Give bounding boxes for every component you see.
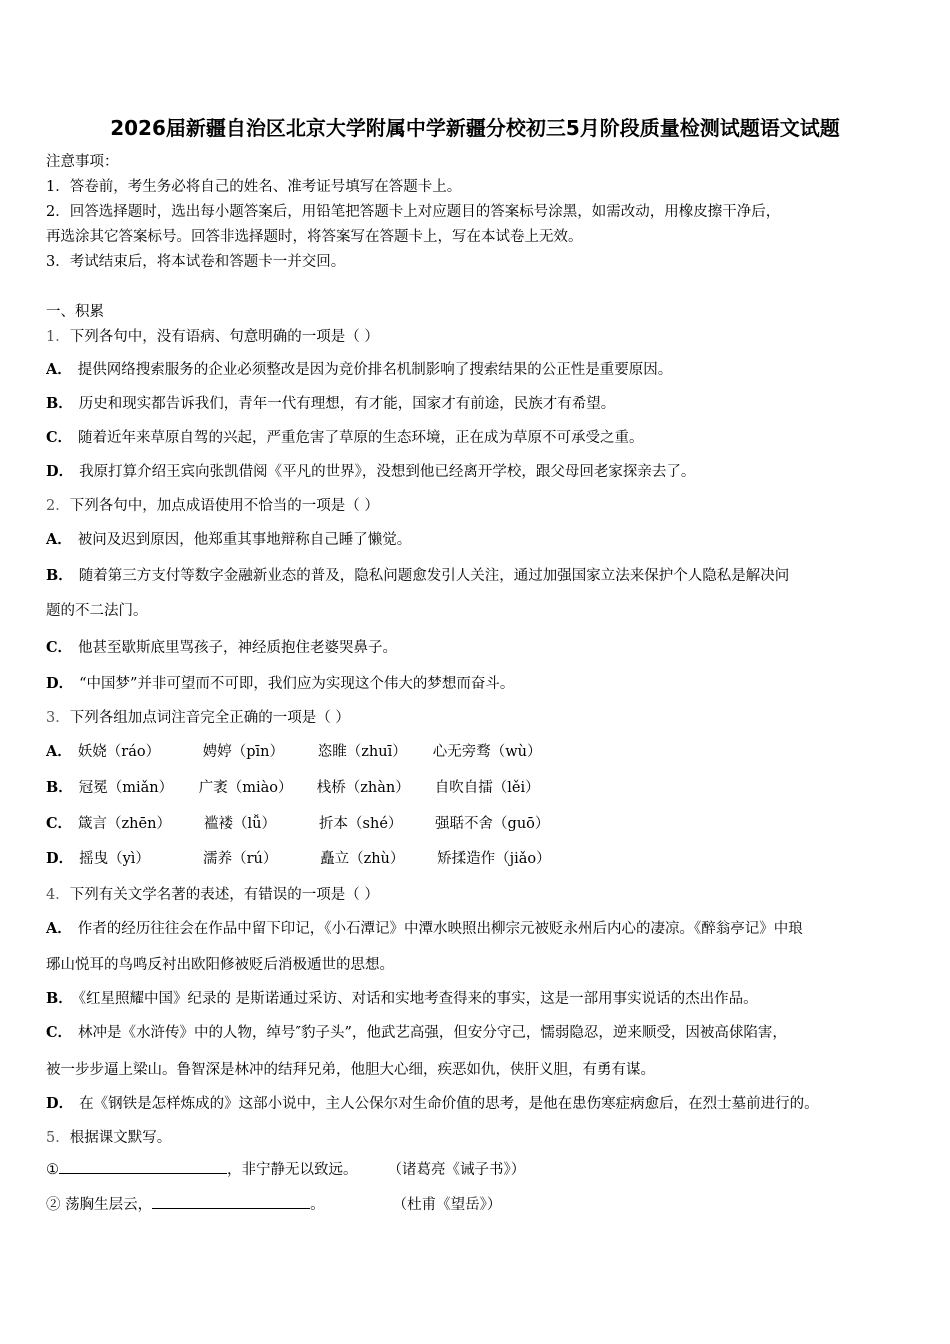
option-text: 他甚至歇斯底里骂孩子，神经质抱住老婆哭鼻子。 bbox=[78, 640, 398, 656]
pinyin-item: 强聒不舍（guō） bbox=[435, 816, 550, 832]
pinyin-item: 褴褛（lǚ） bbox=[204, 816, 277, 832]
line-text: ，非宁静无以致远。 bbox=[227, 1162, 358, 1178]
question-number: 2． bbox=[46, 498, 70, 514]
question-1-stem bbox=[46, 327, 379, 347]
q3-option-d bbox=[46, 849, 551, 869]
line-source: （杜甫《望岳》） bbox=[392, 1197, 502, 1213]
recitation-line-1 bbox=[46, 1160, 525, 1180]
question-4-stem bbox=[46, 885, 379, 905]
q2-option-b bbox=[46, 566, 789, 586]
q1-option-a bbox=[46, 360, 672, 380]
answer-blank[interactable] bbox=[152, 1196, 310, 1209]
pinyin-item: 摇曳（yì） bbox=[79, 851, 150, 867]
option-text: 我原打算介绍王宾向张凯借阅《平凡的世界》，没想到他已经离开学校，跟父母回老家探亲去了。 bbox=[79, 464, 696, 480]
question-number: 4． bbox=[46, 887, 70, 903]
q4-option-b bbox=[46, 989, 758, 1009]
pinyin-item: 折本（shé） bbox=[319, 816, 403, 832]
notice-heading: 注意事项： bbox=[46, 154, 119, 170]
question-number: 1． bbox=[46, 329, 70, 345]
question-text: 根据课文默写。 bbox=[69, 1130, 172, 1146]
line-text: ② 荡胸生层云， bbox=[46, 1197, 153, 1213]
q1-option-d bbox=[46, 462, 695, 482]
pinyin-item: 箴言（zhēn） bbox=[78, 816, 171, 832]
q4-option-a-cont: 琊山悦耳的鸟鸣反衬出欧阳修被贬后消极遁世的思想。 bbox=[46, 957, 394, 973]
notice-item-2: 2．回答选择题时，选出每小题答案后，用铅笔把答题卡上对应题目的答案标号涂黑，如需改动，用橡皮擦干净后， bbox=[46, 204, 781, 220]
option-text: 作者的经历往往会在作品中留下印记，《小石潭记》中潭水映照出柳宗元被贬永州后内心的凄凉。《醉翁亭记》中琅 bbox=[77, 921, 803, 937]
question-text: 下列各句中，没有语病、句意明确的一项是（ ） bbox=[69, 329, 379, 345]
question-2-stem bbox=[46, 496, 379, 516]
option-text: 提供网络搜索服务的企业必须整改是因为竞价排名机制影响了搜索结果的公正性是重要原因。 bbox=[77, 362, 673, 378]
q4-option-a bbox=[46, 919, 803, 939]
pinyin-item: 冠冕（miǎn） bbox=[78, 780, 174, 796]
option-letter: B． bbox=[46, 990, 73, 1007]
pinyin-item: 矫揉造作（jiǎo） bbox=[437, 851, 551, 867]
option-text: 随着第三方支付等数字金融新业态的普及，隐私问题愈发引人关注，通过加强国家立法来保护个人隐私是解决问 bbox=[78, 568, 790, 584]
question-text: 下列各组加点词注音完全正确的一项是（ ） bbox=[69, 710, 350, 726]
option-letter: A． bbox=[46, 361, 72, 378]
q1-option-b bbox=[46, 394, 615, 414]
q3-option-b bbox=[46, 778, 540, 798]
option-text: 被问及迟到原因，他郑重其事地辩称自己睡了懒觉。 bbox=[77, 532, 412, 548]
option-letter: B． bbox=[46, 779, 73, 796]
notice-item-1: 1．答卷前，考生务必将自己的姓名、准考证号填写在答题卡上。 bbox=[46, 179, 462, 195]
pinyin-item: 自吹自擂（lěi） bbox=[434, 780, 540, 796]
option-letter: D． bbox=[46, 1095, 74, 1112]
q4-option-d bbox=[46, 1094, 819, 1114]
question-text: 下列各句中，加点成语使用不恰当的一项是（ ） bbox=[69, 498, 379, 514]
page-title: 2026届新疆自治区北京大学附属中学新疆分校初三5月阶段质量检测试题语文试题 bbox=[110, 116, 840, 140]
q2-option-b-cont: 题的不二法门。 bbox=[46, 603, 148, 619]
q2-option-c bbox=[46, 638, 397, 658]
option-letter: B． bbox=[46, 567, 73, 584]
q2-option-a bbox=[46, 530, 411, 550]
option-letter: B． bbox=[46, 395, 73, 412]
notice-item-2-cont: 再选涂其它答案标号。回答非选择题时，将答案写在答题卡上，写在本试卷上无效。 bbox=[46, 229, 583, 245]
q3-option-c bbox=[46, 814, 549, 834]
option-letter: C． bbox=[46, 815, 73, 832]
pinyin-item: 心无旁骛（wù） bbox=[432, 744, 542, 760]
line-marker: ① bbox=[46, 1162, 59, 1178]
question-5-stem bbox=[46, 1128, 171, 1148]
answer-blank[interactable] bbox=[59, 1161, 227, 1174]
question-number: 5． bbox=[46, 1130, 70, 1146]
pinyin-item: 矗立（zhù） bbox=[320, 851, 405, 867]
option-text: 在《钢铁是怎样炼成的》这部小说中，主人公保尔对生命价值的思考，是他在患伤寒症病愈后，在烈士墓前进行的。 bbox=[79, 1096, 819, 1112]
q4-option-c-cont: 被一步步逼上梁山。鲁智深是林冲的结拜兄弟，他胆大心细，疾恶如仇，侠肝义胆，有勇有谋。 bbox=[46, 1062, 655, 1078]
section-heading: 一、积累 bbox=[46, 304, 104, 320]
option-letter: D． bbox=[46, 850, 74, 867]
q3-option-a bbox=[46, 742, 542, 762]
option-letter: C． bbox=[46, 639, 73, 656]
option-text: 林冲是《水浒传》中的人物，绰号″豹子头”，他武艺高强，但安分守己，懦弱隐忍，逆来顺受，因被高俅陷害， bbox=[78, 1025, 787, 1041]
option-letter: D． bbox=[46, 675, 74, 692]
option-letter: C． bbox=[46, 1024, 73, 1041]
pinyin-item: 妖娆（ráo） bbox=[77, 744, 161, 760]
question-text: 下列有关文学名著的表述，有错误的一项是（ ） bbox=[69, 887, 379, 903]
pinyin-item: 栈桥（zhàn） bbox=[316, 780, 410, 796]
option-letter: C． bbox=[46, 429, 73, 446]
notice-item-3: 3．考试结束后，将本试卷和答题卡一并交回。 bbox=[46, 254, 346, 270]
option-text: 随着近年来草原自驾的兴起，严重危害了草原的生态环境，正在成为草原不可承受之重。 bbox=[78, 430, 644, 446]
pinyin-item: 娉婷（pīn） bbox=[202, 744, 285, 760]
option-letter: A． bbox=[46, 743, 72, 760]
line-text: 。 bbox=[310, 1197, 325, 1213]
pinyin-item: 濡养（rú） bbox=[203, 851, 278, 867]
option-letter: A． bbox=[46, 920, 72, 937]
option-letter: D． bbox=[46, 463, 74, 480]
q4-option-c bbox=[46, 1023, 787, 1043]
line-source: （诸葛亮《诫子书》） bbox=[387, 1162, 526, 1178]
pinyin-item: 广袤（miào） bbox=[198, 780, 293, 796]
q1-option-c bbox=[46, 428, 644, 448]
option-letter: A． bbox=[46, 531, 72, 548]
q2-option-d bbox=[46, 674, 514, 694]
option-text: 《红星照耀中国》纪录的 是斯诺通过采访、对话和实地考查得来的事实，这是一部用事实说话的杰出作品。 bbox=[78, 991, 758, 1007]
option-text: 历史和现实都告诉我们，青年一代有理想，有才能，国家才有前途，民族才有希望。 bbox=[78, 396, 616, 412]
recitation-line-2 bbox=[46, 1195, 501, 1215]
option-text: “中国梦”并非可望而不可即，我们应为实现这个伟大的梦想而奋斗。 bbox=[79, 676, 515, 692]
pinyin-item: 恣睢（zhuī） bbox=[317, 744, 407, 760]
question-number: 3． bbox=[46, 710, 70, 726]
question-3-stem bbox=[46, 708, 350, 728]
